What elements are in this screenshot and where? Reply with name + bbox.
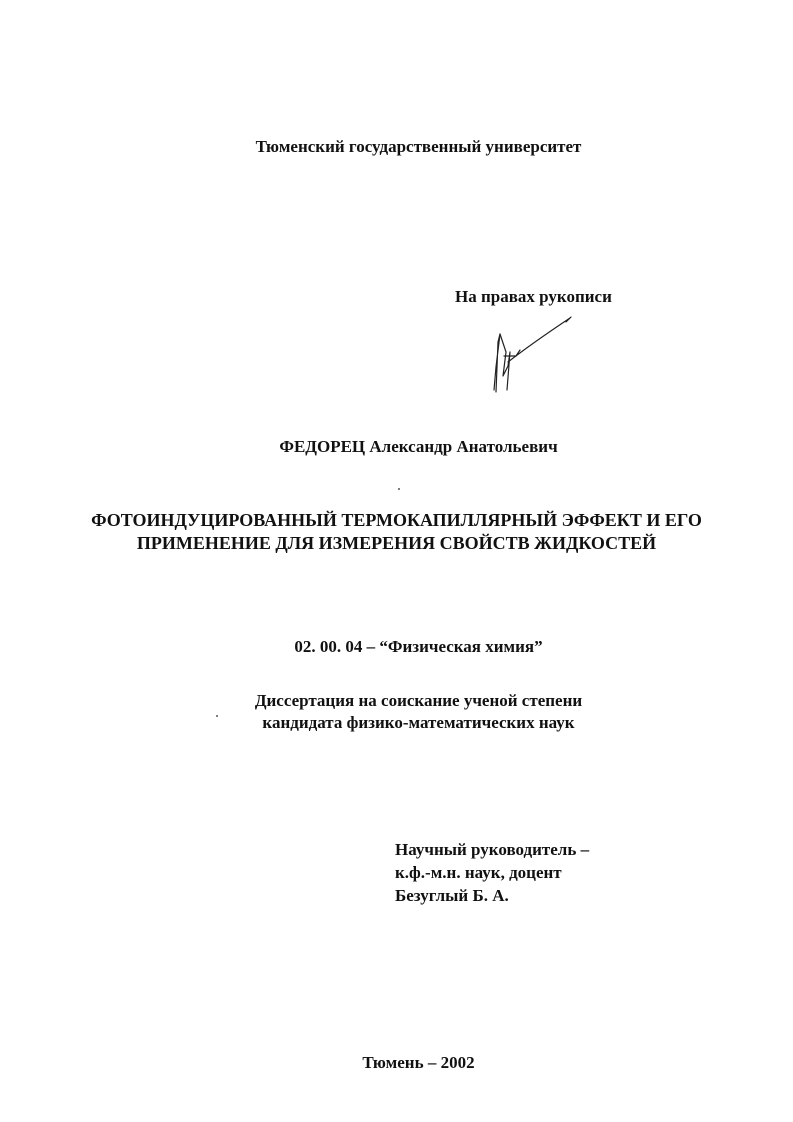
degree-line-1: Диссертация на соискание ученой степени [254,691,583,710]
author-name: ФЕДОРЕЦ Александр Анатольевич [279,437,558,456]
supervisor-credentials: к.ф.-м.н. наук, доцент [395,863,562,882]
degree-line-2: кандидата физико-математических наук [262,713,575,732]
dissertation-title-line-2: ПРИМЕНЕНИЕ ДЛЯ ИЗМЕРЕНИЯ СВОЙСТВ ЖИДКОСТЕЙ [136,533,657,553]
supervisor-name: Безуглый Б. А. [395,886,509,905]
specialty-code: 02. 00. 04 – “Физическая химия” [294,637,543,656]
dissertation-title-line-1: ФОТОИНДУЦИРОВАННЫЙ ТЕРМОКАПИЛЛЯРНЫЙ ЭФФЕКТ И ЕГО [91,510,702,530]
university-name: Тюменский государственный университет [255,137,582,156]
manuscript-rights-note: На правах рукописи [455,287,612,306]
scan-speck [216,715,218,717]
handwritten-signature [486,312,576,398]
supervisor-role: Научный руководитель – [395,840,590,859]
place-and-year: Тюмень – 2002 [362,1053,475,1072]
scan-speck [398,488,400,490]
